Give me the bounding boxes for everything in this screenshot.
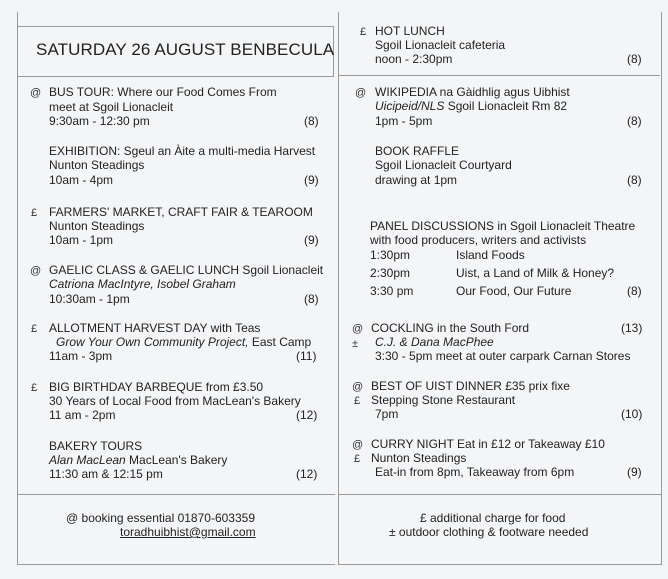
event-location: Stepping Stone Restaurant xyxy=(371,393,516,407)
event-heading: BUS TOUR: Where our Food Comes From xyxy=(49,85,277,99)
map-ref: (8) xyxy=(627,284,642,298)
charge-note: £ additional charge for food xyxy=(420,511,566,525)
panel-topic: Our Food, Our Future xyxy=(456,284,572,298)
event-location: Nunton Steadings xyxy=(371,451,467,465)
event-time: 9:30am - 12:30 pm xyxy=(49,114,150,128)
panel-time: 3:30 pm xyxy=(370,284,414,298)
contact-email-link[interactable]: toradhuibhist@gmail.com xyxy=(120,525,256,539)
event-location: Nunton Steadings xyxy=(49,158,145,172)
map-ref: (8) xyxy=(627,114,642,128)
map-ref: (8) xyxy=(304,114,319,128)
event-heading: BEST OF UIST DINNER £35 prix fixe xyxy=(371,379,570,393)
event-location: Nunton Steadings xyxy=(49,219,145,233)
event-description: with food producers, writers and activists xyxy=(370,233,587,247)
event-time: 1pm - 5pm xyxy=(375,114,433,128)
event-heading: EXHIBITION: Sgeul an Àite a multi-media Harvest xyxy=(49,144,316,158)
booking-symbol: @ xyxy=(30,265,42,277)
event-location: meet at Sgoil Lionacleit xyxy=(49,100,174,114)
event-presenters: Catriona MacIntyre, Isobel Graham xyxy=(49,277,236,291)
event-presenters: C.J. & Dana MacPhee xyxy=(375,335,494,349)
map-ref: (9) xyxy=(627,465,642,479)
map-ref: (9) xyxy=(304,233,319,247)
event-time: 10:30am - 1pm xyxy=(49,292,130,306)
charge-symbol: £ xyxy=(360,26,367,38)
event-time: Eat-in from 8pm, Takeaway from 6pm xyxy=(375,465,575,479)
outdoor-note: ± outdoor clothing & footware needed xyxy=(389,525,589,539)
booking-symbol: @ xyxy=(352,381,364,393)
map-ref: (12) xyxy=(296,467,318,481)
event-time: 10am - 4pm xyxy=(49,173,114,187)
booking-note: @ booking essential 01870-603359 xyxy=(66,511,255,525)
map-ref: (13) xyxy=(621,321,643,335)
event-location: Sgoil Lionacleit cafeteria xyxy=(375,38,506,52)
booking-symbol: @ xyxy=(352,439,364,451)
event-time: noon - 2:30pm xyxy=(375,52,453,66)
event-heading: GAELIC CLASS & GAELIC LUNCH Sgoil Lionacleit xyxy=(49,263,324,277)
event-location: Alan MacLean MacLean's Bakery xyxy=(49,453,228,467)
right-top-divider xyxy=(338,75,660,76)
event-location: Sgoil Lionacleit Courtyard xyxy=(375,158,512,172)
event-heading: FARMERS' MARKET, CRAFT FAIR & TEAROOM xyxy=(49,205,313,219)
event-heading: WIKIPEDIA na Gàidhlig agus Uibhist xyxy=(375,85,570,99)
charge-symbol: £ xyxy=(31,207,38,219)
event-time: 11 am - 2pm xyxy=(49,408,116,422)
map-ref: (11) xyxy=(296,349,317,363)
booking-symbol: @ xyxy=(355,87,367,99)
charge-symbol: £ xyxy=(354,453,361,465)
event-time: 7pm xyxy=(375,407,399,421)
outdoor-symbol: ± xyxy=(352,338,359,350)
map-ref: (8) xyxy=(304,292,319,306)
charge-symbol: £ xyxy=(354,395,361,407)
panel-time: 1:30pm xyxy=(370,248,411,262)
event-time: drawing at 1pm xyxy=(375,173,458,187)
event-time: 11:30 am & 12:15 pm xyxy=(49,467,163,481)
page-title: SATURDAY 26 AUGUST BENBECULA xyxy=(36,40,335,59)
charge-symbol: £ xyxy=(31,382,38,394)
map-ref: (8) xyxy=(627,52,642,66)
event-time: 10am - 1pm xyxy=(49,233,114,247)
panel-topic: Island Foods xyxy=(456,248,525,262)
panel-time: 2:30pm xyxy=(370,266,411,280)
event-location: Uicipeid/NLS Sgoil Lionacleit Rm 82 xyxy=(375,99,568,113)
map-ref: (10) xyxy=(621,407,643,421)
panel-topic: Uist, a Land of Milk & Honey? xyxy=(456,266,615,280)
event-description: 30 Years of Local Food from MacLean's Bakery xyxy=(49,394,301,408)
event-heading: ALLOTMENT HARVEST DAY with Teas xyxy=(49,321,261,335)
event-heading: CURRY NIGHT Eat in £12 or Takeaway £10 xyxy=(371,437,605,451)
event-heading: BIG BIRTHDAY BARBEQUE from £3.50 xyxy=(49,380,264,394)
booking-symbol: @ xyxy=(352,323,364,335)
event-heading: PANEL DISCUSSIONS in Sgoil Lionacleit Theatre xyxy=(370,219,636,233)
event-heading: COCKLING in the South Ford xyxy=(371,321,530,335)
charge-symbol: £ xyxy=(31,323,38,335)
event-time: 11am - 3pm xyxy=(49,349,113,363)
event-heading: BAKERY TOURS xyxy=(49,439,143,453)
map-ref: (12) xyxy=(296,408,318,422)
map-ref: (8) xyxy=(627,173,642,187)
map-ref: (9) xyxy=(304,173,319,187)
event-heading: HOT LUNCH xyxy=(375,24,445,38)
booking-symbol: @ xyxy=(30,87,42,99)
event-heading: BOOK RAFFLE xyxy=(375,144,460,158)
event-time: 3:30 - 5pm meet at outer carpark Carnan Stores xyxy=(375,349,631,363)
event-location: Grow Your Own Community Project, East Camp xyxy=(56,335,312,349)
